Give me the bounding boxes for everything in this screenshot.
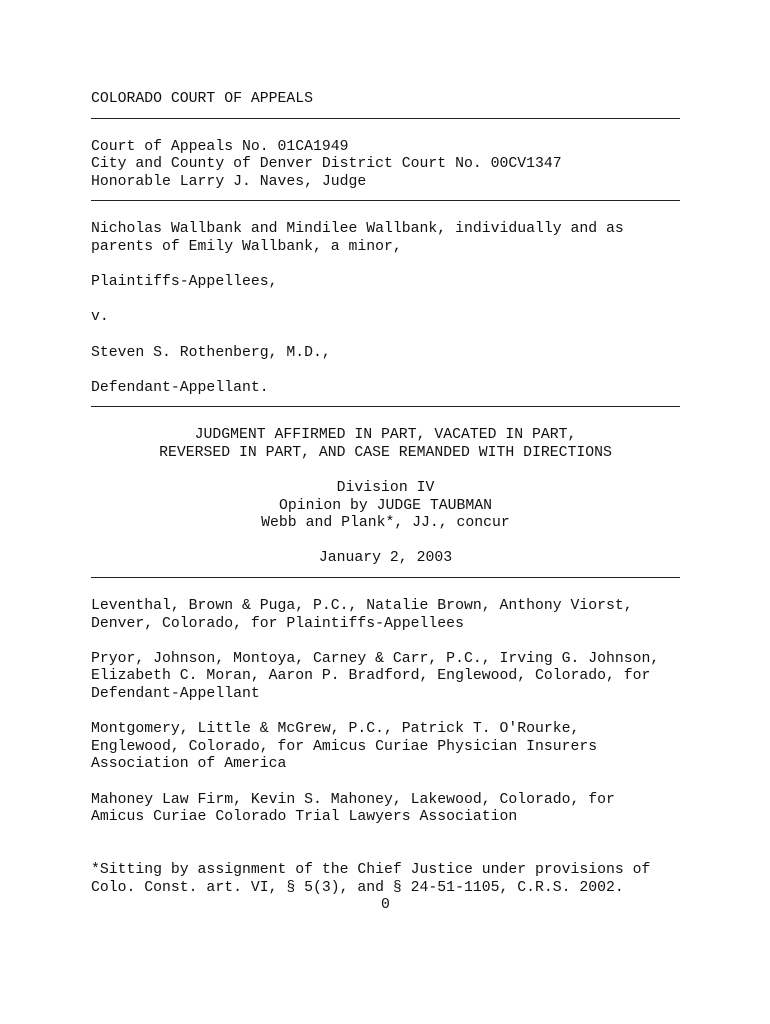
appeal-number: Court of Appeals No. 01CA1949 [91, 138, 349, 155]
counsel-line: Leventhal, Brown & Puga, P.C., Natalie Brown, Anthony Viorst, [91, 598, 633, 615]
counsel-entry [91, 721, 681, 774]
divider [91, 200, 680, 201]
counsel-entry [91, 792, 681, 827]
defendant-role: Defendant-Appellant. [91, 379, 269, 396]
counsel-line: Association of America [91, 756, 287, 773]
divider [91, 118, 680, 119]
judgment-line-2: REVERSED IN PART, AND CASE REMANDED WITH DIRECTIONS [159, 444, 612, 461]
versus: v. [91, 309, 109, 326]
footnote [91, 862, 681, 897]
counsel-line: Englewood, Colorado, for Amicus Curiae Physician Insurers [91, 738, 598, 755]
counsel-line: Amicus Curiae Colorado Trial Lawyers Association [91, 809, 518, 826]
footnote-line: Colo. Const. art. VI, § 5(3), and § 24-51-1105, C.R.S. 2002. [91, 879, 624, 896]
judgment-block [91, 427, 680, 568]
counsel-line: Mahoney Law Firm, Kevin S. Mahoney, Lakewood, Colorado, for [91, 791, 615, 808]
plaintiffs-names-continued: parents of Emily Wallbank, a minor, [91, 238, 402, 255]
defendant-name: Steven S. Rothenberg, M.D., [91, 344, 331, 361]
page-number: 0 [381, 897, 390, 914]
court-heading: COLORADO COURT OF APPEALS [91, 91, 313, 107]
counsel-entry [91, 651, 681, 704]
opinion-page [91, 91, 681, 915]
counsel-line: Montgomery, Little & McGrew, P.C., Patrick T. O'Rourke, [91, 721, 580, 738]
judgment-line-1: JUDGMENT AFFIRMED IN PART, VACATED IN PART, [194, 427, 577, 444]
district-court-number: City and County of Denver District Court No. 00CV1347 [91, 156, 562, 173]
counsel-line: Denver, Colorado, for Plaintiffs-Appellees [91, 615, 464, 632]
opinion-author: Opinion by JUDGE TAUBMAN [278, 497, 493, 514]
parties-block [91, 221, 681, 397]
concurring-judges: Webb and Plank*, JJ., concur [261, 515, 510, 532]
plaintiffs-names: Nicholas Wallbank and Mindilee Wallbank, individually and as [91, 221, 624, 238]
divider [91, 577, 680, 578]
trial-judge: Honorable Larry J. Naves, Judge [91, 173, 367, 190]
counsel-line: Pryor, Johnson, Montoya, Carney & Carr, P.C., Irving G. Johnson, [91, 650, 660, 667]
opinion-date: January 2, 2003 [318, 550, 453, 567]
division: Division IV [336, 480, 435, 497]
counsel-block [91, 598, 681, 827]
case-info-block [91, 139, 681, 192]
counsel-line: Elizabeth C. Moran, Aaron P. Bradford, Englewood, Colorado, for [91, 668, 651, 685]
divider [91, 406, 680, 407]
counsel-entry [91, 598, 681, 633]
plaintiffs-role: Plaintiffs-Appellees, [91, 274, 278, 291]
counsel-line: Defendant-Appellant [91, 686, 260, 703]
footnote-line: *Sitting by assignment of the Chief Justice under provisions of [91, 861, 651, 878]
